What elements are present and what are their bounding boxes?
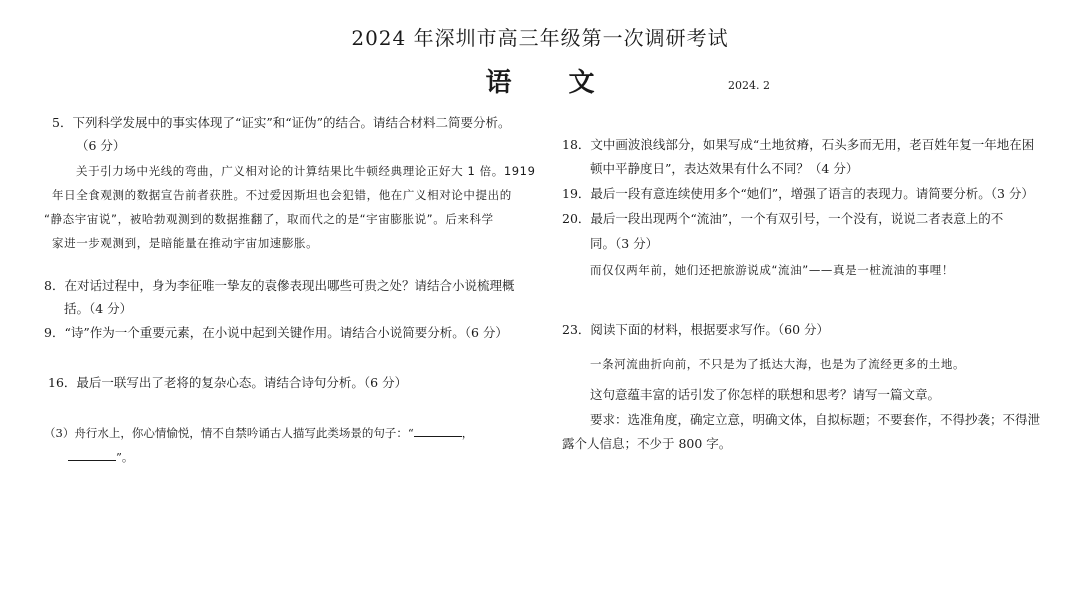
q17-3-comma: ，	[461, 426, 474, 440]
question-18-line2: 顿中平静度日”，表达效果有什么不同？（4 分）	[590, 161, 859, 176]
question-5-line1: 5．下列科学发展中的事实体现了“证实”和“证伪”的结合。请结合材料二简要分析。	[52, 115, 511, 130]
answer-blank-1[interactable]	[414, 422, 462, 437]
q20-quote: 而仅仅两年前，她们还把旅游说成“流油”——真是一桩流油的事哩！	[590, 263, 955, 277]
question-16: 16．最后一联写出了老将的复杂心态。请结合诗句分析。（6 分）	[48, 375, 408, 390]
q23-material: 一条河流曲折向前，不只是为了抵达大海，也是为了流经更多的土地。	[590, 357, 966, 371]
question-17-3-line2	[68, 445, 133, 469]
question-20-line1: 20．最后一段出现两个“流油”，一个有双引号，一个没有，说说二者表意上的不	[562, 211, 1004, 226]
question-20-line2: 同。（3 分）	[590, 236, 659, 251]
question-17-3-line1	[44, 421, 473, 445]
question-18-line1: 18．文中画波浪线部分，如果写成“土地贫瘠，石头多而无用，老百姓年复一年地在困	[562, 137, 1035, 152]
question-9: 9．“诗”作为一个重要元素，在小说中起到关键作用。请结合小说简要分析。（6 分）	[44, 325, 508, 340]
subject-title: 语 文	[485, 68, 619, 98]
question-19: 19．最后一段有意连续使用多个“她们”，增强了语言的表现力。请简要分析。（3 分）	[562, 186, 1034, 201]
q17-3-prefix: （3）舟行水上，你心情愉悦，情不自禁吟诵古人描写此类场景的句子：“	[44, 426, 414, 440]
answer-blank-2[interactable]	[68, 446, 116, 461]
question-5-score: （6 分）	[76, 138, 126, 153]
q5-material-line1: 关于引力场中光线的弯曲，广义相对论的计算结果比牛顿经典理论正好大 1 倍。1919	[76, 164, 536, 178]
q5-material-line3: “静态宇宙说”，被哈勃观测到的数据推翻了，取而代之的是“宇宙膨胀说”。后来科学	[44, 212, 494, 226]
q23-requirements-line1: 要求：选准角度，确定立意，明确文体，自拟标题；不要套作，不得抄袭；不得泄	[590, 412, 1041, 427]
q5-material-line2: 年日全食观测的数据宣告前者获胜。不过爱因斯坦也会犯错，他在广义相对论中提出的	[52, 188, 512, 202]
q17-3-close: ”。	[116, 450, 134, 464]
q5-material-line4: 家进一步观测到，是暗能量在推动宇宙加速膨胀。	[52, 236, 319, 250]
question-8-line2: 括。（4 分）	[64, 301, 133, 316]
q23-prompt: 这句意蕴丰富的话引发了你怎样的联想和思考？请写一篇文章。	[590, 387, 941, 402]
exam-date: 2024. 2	[728, 79, 770, 92]
exam-title: 2024 年深圳市高三年级第一次调研考试	[351, 26, 729, 50]
question-23: 23．阅读下面的材料，根据要求写作。（60 分）	[562, 322, 830, 337]
q23-requirements-line2: 露个人信息；不少于 800 字。	[562, 436, 732, 451]
question-8-line1: 8．在对话过程中，身为李征唯一挚友的袁傪表现出哪些可贵之处？请结合小说梳理概	[44, 278, 515, 293]
